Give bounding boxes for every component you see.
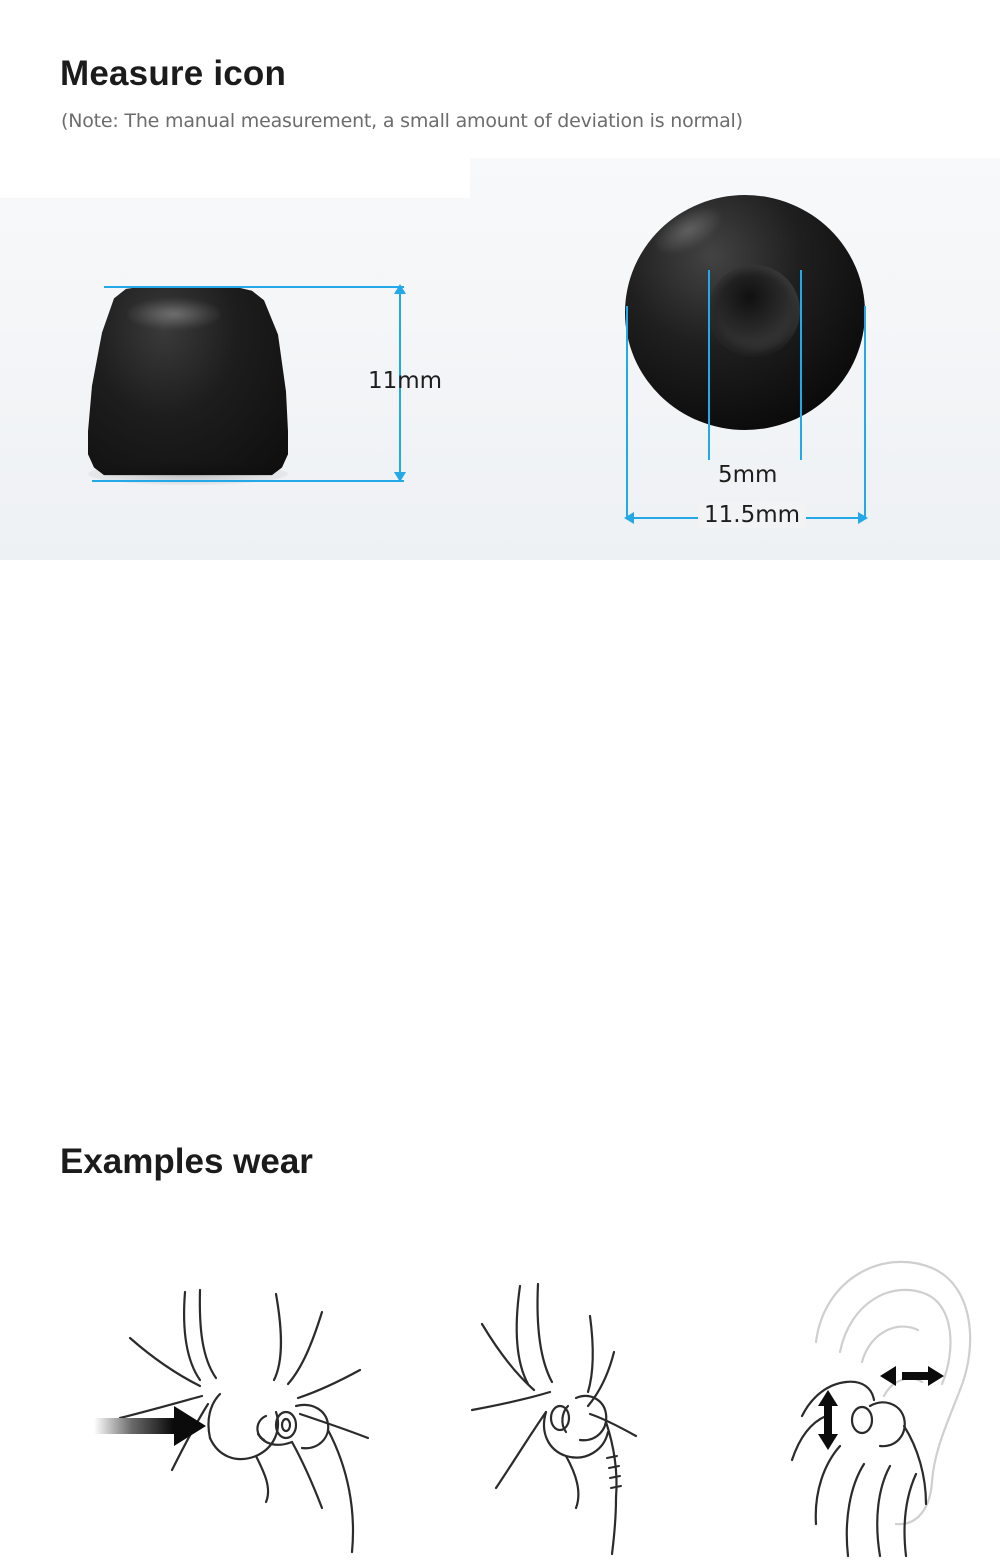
wear-step-3	[720, 1220, 1000, 1560]
eartip-top-view-icon	[625, 195, 865, 430]
hand-holding-assembled-earphone-illustration	[400, 1220, 680, 1560]
measure-guide-bottom	[92, 480, 404, 482]
header-notch-block	[0, 158, 470, 198]
inner-diameter-guide-left	[708, 270, 710, 460]
dimension-arrow-down-icon	[394, 472, 406, 482]
motion-arrows-icon	[818, 1366, 944, 1450]
outer-diameter-guide-left	[626, 306, 628, 518]
hand-pushing-eartip-onto-earphone-illustration	[60, 1220, 380, 1560]
push-direction-arrow-icon	[94, 1406, 206, 1446]
dimension-arrow-right-icon	[858, 512, 868, 524]
dimension-label-inner-diameter: 5mm	[718, 462, 778, 488]
page-title-wear: Examples wear	[60, 1142, 313, 1181]
dimension-arrow-up-icon	[394, 284, 406, 294]
eartip-side-view-group	[82, 282, 442, 512]
eartip-bore-hole	[708, 265, 800, 357]
hand-inserting-earphone-into-ear-illustration	[720, 1220, 1000, 1560]
eartip-highlight	[128, 299, 220, 329]
measure-guide-top	[104, 286, 404, 288]
dimension-arrow-left-icon	[624, 512, 634, 524]
eartip-top-view-group	[620, 190, 950, 550]
wear-step-2	[400, 1220, 680, 1560]
wear-step-1	[60, 1220, 380, 1560]
dimension-label-height: 11mm	[368, 368, 443, 394]
eartip-side-view-icon	[88, 287, 288, 477]
outer-diameter-guide-right	[864, 306, 866, 518]
eartip-ring-highlight	[649, 199, 727, 262]
page-title-measure: Measure icon	[60, 54, 287, 93]
measure-section	[0, 0, 1000, 560]
inner-diameter-guide-right	[800, 270, 802, 460]
measure-note: (Note: The manual measurement, a small amount of deviation is normal)	[61, 110, 743, 132]
dimension-label-outer-diameter: 11.5mm	[698, 502, 806, 528]
eartip-drop-shadow	[88, 463, 288, 485]
examples-wear-section	[0, 560, 1000, 1181]
